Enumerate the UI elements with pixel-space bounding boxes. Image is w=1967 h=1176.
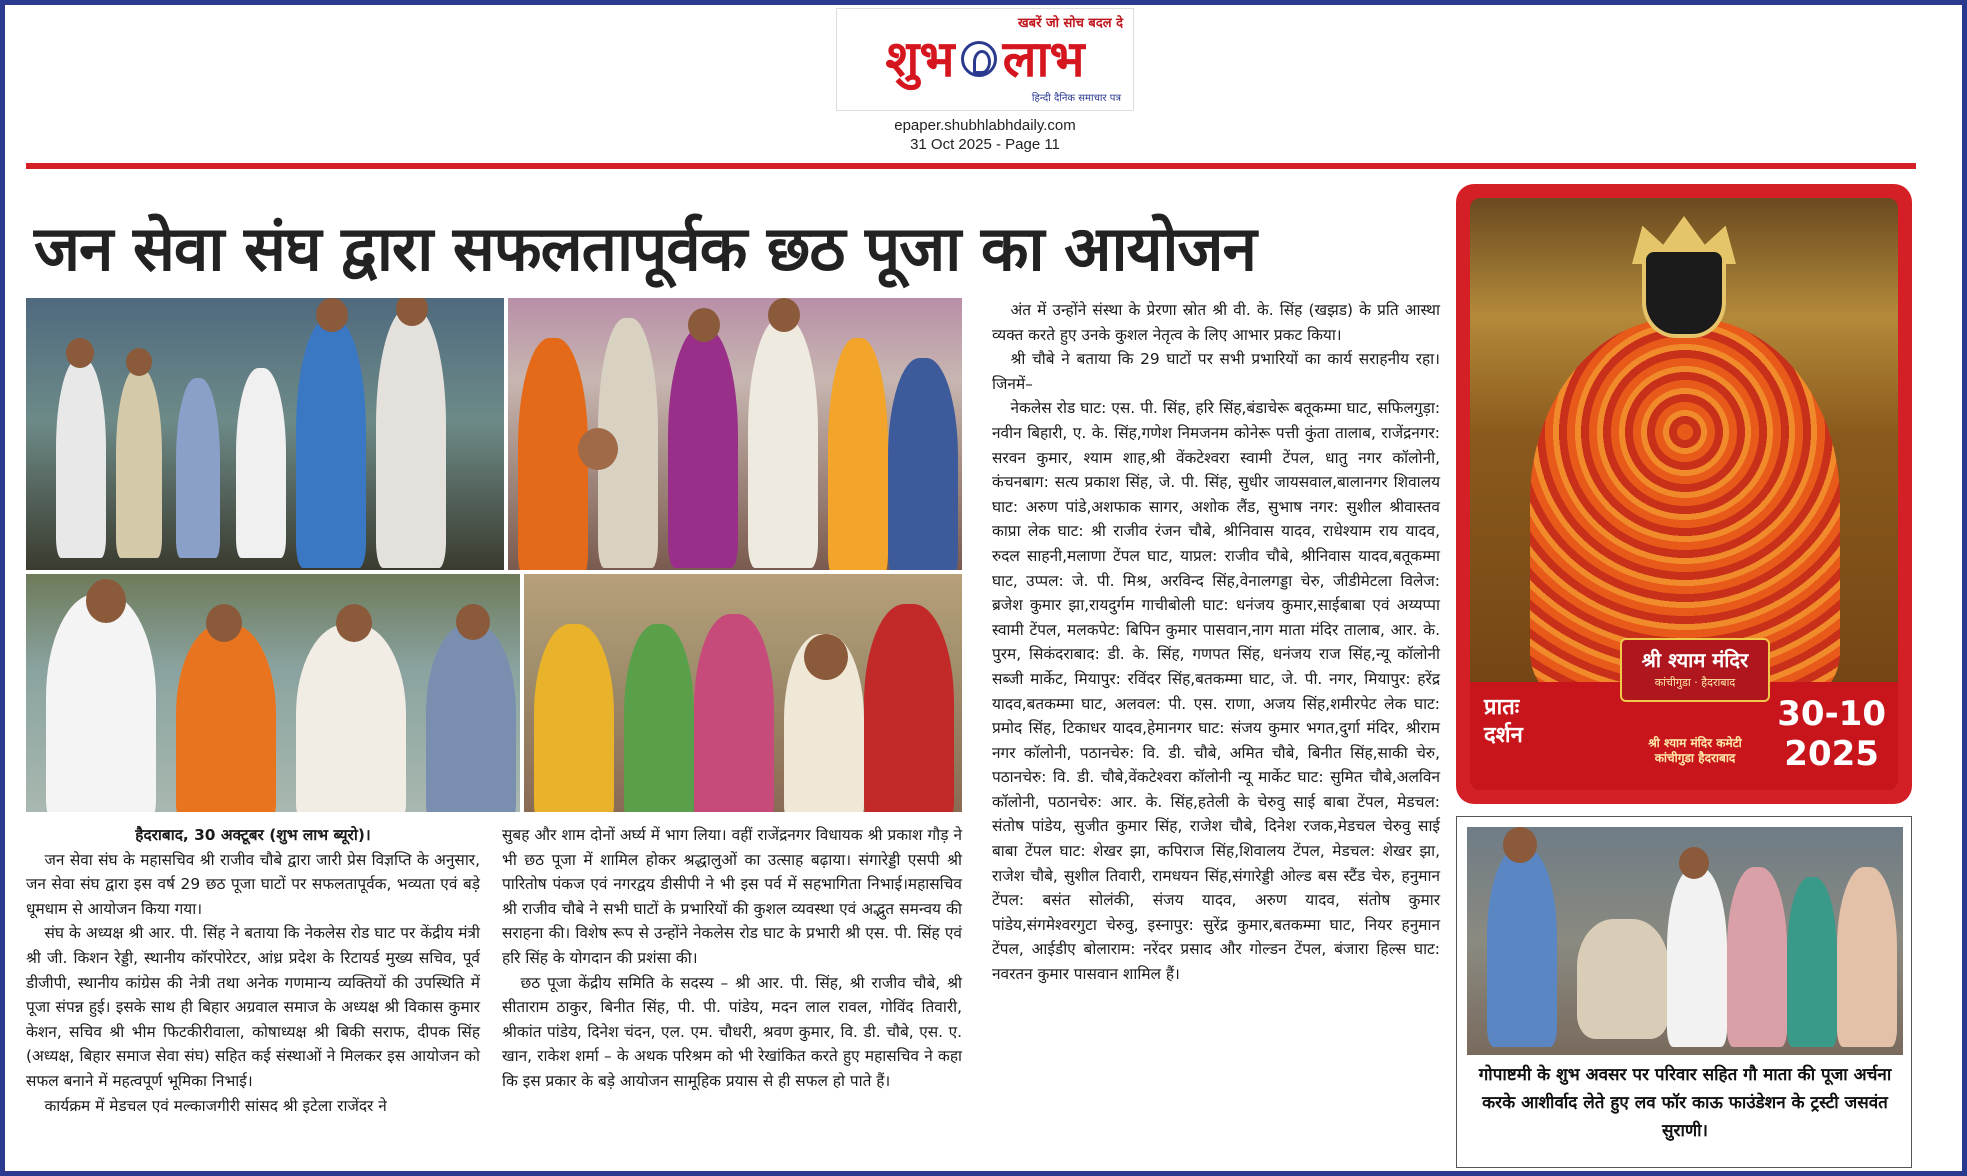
event-photo-3 xyxy=(26,574,520,812)
event-photo-4 xyxy=(524,574,962,812)
ad-date-day: 30-10 xyxy=(1777,694,1886,734)
article-paragraph: जन सेवा संघ के महासचिव श्री राजीव चौबे द्वारा जारी प्रेस विज्ञप्ति के अनुसार, जन सेवा संघ द्वारा इस वर्ष 29 छठ पूजा घाटों पर सफलतापूर्वक, भव्यता एवं बड़े धूमधाम से आयोजन किया गया। xyxy=(26,850,480,918)
edition-info xyxy=(836,116,1134,154)
ad-darshan-label: दर्शन xyxy=(1484,723,1523,748)
event-photo-1 xyxy=(26,298,504,570)
ad-date-year: 2025 xyxy=(1784,734,1879,774)
ad-committee-place: कांचीगुडा हैदराबाद xyxy=(1654,751,1736,765)
gopashtami-photo-box xyxy=(1456,816,1912,1168)
article-paragraph: कार्यक्रम में मेडचल एवं मल्काजगीरी सांसद श्री इटेला राजेंदर ने xyxy=(44,1096,387,1115)
photo-caption: गोपाष्टमी के शुभ अवसर पर परिवार सहित गौ माता की पूजा अर्चना करके आशीर्वाद लेते हुए लव फॉर काऊ फाउंडेशन के ट्रस्टी जसवंत सुराणी। xyxy=(1478,1065,1892,1141)
ad-pratah-label: प्रातः xyxy=(1484,695,1520,720)
article-paragraph: छठ पूजा केंद्रीय समिति के सदस्य – श्री आर. पी. सिंह, श्री राजीव चौबे, श्री सीताराम ठाकुर, बिनीत सिंह, पी. पी. पांडेय, मदन लाल रावल, गोविंद तिवारी, श्रीकांत पांडेय, दिनेश चंदन, एल. एम. चौधरी, श्रवण कुमार, वि. डी. चौबे, एस. ए. खान, राकेश शर्मा – के अथक परिश्रम को भी रेखांकित करते हुए महासचिव ने कहा कि इस प्रकार के बड़े आयोजन सामूहिक प्रयास से ही सफल हो पाते हैं। xyxy=(502,973,962,1090)
logo xyxy=(837,29,1133,89)
ad-title-banner xyxy=(1620,638,1770,702)
masthead-logo[interactable] xyxy=(836,8,1134,111)
ad-committee-name: श्री श्याम मंदिर कमेटी xyxy=(1648,736,1742,750)
logo-word-left: शुभ xyxy=(885,29,955,88)
date-page: 31 Oct 2025 - Page 11 xyxy=(910,136,1060,153)
ad-subtitle: कांचीगुडा · हैदराबाद xyxy=(1654,676,1736,689)
article-paragraph: श्री चौबे ने बताया कि 29 घाटों पर सभी प्रभारियों का कार्य सराहनीय रहा। जिनमें– xyxy=(992,350,1440,393)
ad-date xyxy=(1777,694,1886,774)
site-url[interactable]: epaper.shubhlabhdaily.com xyxy=(894,117,1076,134)
ganesh-icon xyxy=(961,41,997,77)
logo-subtitle: हिन्दी दैनिक समाचार पत्र xyxy=(1031,93,1121,104)
gopashtami-photo xyxy=(1467,827,1903,1055)
event-photo-2 xyxy=(508,298,962,570)
temple-advertisement[interactable] xyxy=(1456,184,1912,804)
page-headline: जन सेवा संघ द्वारा सफलतापूर्वक छठ पूजा का आयोजन xyxy=(34,212,1256,285)
article-paragraph: नेकलेस रोड घाट: एस. पी. सिंह, हरि सिंह,बंडाचेरू बतूकम्मा घाट, सफिलगुड़ा: नवीन बिहारी, ए. के. सिंह,गणेश निमजनम कोनेरू पत्ती कुंता तालाब, राजेंद्रनगर: सरवन कुमार, श्याम शाह,श्री वेंकटेश्वरा स्वामी टेंपल, धातु नगर कॉलोनी, कंचनबाग: सत्य प्रकाश सिंह, जे. पी. सिंह, सुधीर जायसवाल,बालानगर शिवालय घाट: अरुण पांडे,अशफाक सागर, अशोक लैंड, सुभाष नगर: सुशील श्रीवास्तव काप्रा लेक घाट: श्री राजीव रंजन चौबे, श्रीनिवास यादव, राधेश्याम राय यादव, रुदल साहनी,मलाणा टेंपल घाट, याप्रल: राजीव चौबे, श्रीनिवास यादव,बतूकम्मा घाट, उप्पल: जे. पी. मिश्र, अरविन्द सिंह,वेनालगड्डा चेरु, जीडीमेटला विलेज: ब्रजेश कुमार झा,रायदुर्गम गाचीबोली घाट: धनंजय कुमार,साईबाबा एवं अय्यप्पा स्वामी टेंपल, मलकपेट: बिपिन कुमार पासवान,नाग माता मंदिर तालाब, आर. के. पुरम, सिकंदराबाद: डी. के. सिंह, गणपत सिंह, धनंजय राज सिंह,न्यू कॉलोनी सब्जी मार्केट, मियापुर: रविंदर सिंह,बतकम्मा घाट, जे. पी. नगर, मियापुर: हरेंद्र यादव,बतकम्मा घाट, अलवल: पी. एस. राणा, अजय सिंह,शमीरपेट लेक घाट: प्रमोद सिंह, टिकाधर यादव,हेमानगर घाट: संजय कुमार भगत,दुर्गा मंदिर, श्रीराम नगर कॉलोनी, पठानचेरु: वि. डी. चौबे, अमित चौबे, बिनीत सिंह,साकी चेरु, पठानचेरु: वि. डी. चौबे,वेंकटेश्वरा कॉलोनी न्यू मार्केट घाट: सुमित चौबे,अलविन कॉलोनी, पठानचेरु: आर. के. सिंह,हतेली के चेरुवु साई बाबा टेंपल, मेडचल: संतोष पांडेय, सुजीत कुमार सिंह, राजेश चौबे, दिनेश रजक,मेडचल चेरुवु साई बाबा टेंपल घाट: शेखर झा, कपिराज सिंह,शिवालय टेंपल, मेडचल: शेखर झा, राजेश चौबे, सुशील तिवारी, रामधयन सिंह,संगारेड्डी ओल्ड बस स्टैंड चेरु, हनुमान टेंपल: बसंत सोलंकी, संजय यादव, अरुण यादव, संतोष कुमार पांडेय,संगमेश्वरगुटा चेरुवु, इस्नापुर: सुरेंद्र कुमार,बतकम्मा घाट, नियर हनुमान टेंपल, आईडीए बोलाराम: नरेंदर प्रसाद और गोल्डन टेंपल, बंजारा हिल्स घाट: नवरतन कुमार पासवान शामिल हैं। xyxy=(992,399,1440,984)
article-column-2 xyxy=(502,823,962,1094)
ad-title: श्री श्याम मंदिर xyxy=(1641,648,1749,672)
ad-committee xyxy=(1620,736,1770,766)
deity-icon xyxy=(1642,248,1726,338)
article-dateline: हैदराबाद, 30 अक्टूबर (शुभ लाभ ब्यूरो)। xyxy=(135,826,371,844)
cow-image xyxy=(1577,919,1669,1039)
article-column-1 xyxy=(26,823,480,1118)
ad-image xyxy=(1470,198,1898,790)
logo-word-right: लाभ xyxy=(1002,29,1085,88)
ad-pratah-darshan xyxy=(1484,694,1523,750)
article-column-3 xyxy=(992,298,1440,987)
article-paragraph: संघ के अध्यक्ष श्री आर. पी. सिंह ने बताया कि नेकलेस रोड घाट पर केंद्रीय मंत्री श्री जी. किशन रेड्डी, स्थानीय कॉरपोरेटर, आंध्र प्रदेश के रिटायर्ड मुख्य सचिव, पूर्व डीजीपी, स्थानीय कांग्रेस की नेत्री तथा अनेक गणमान्य व्यक्तियों की उपस्थिति में पूजा संपन्न हुई। इसके साथ ही बिहार अग्रवाल समाज के अध्यक्ष श्री विकास कुमार केशन, सचिव श्री भीम फिटकीरीवाला, कोषाध्यक्ष श्री बिकी सराफ, दीपक सिंह (अध्यक्ष, बिहार समाज सेवा संघ) सहित कई संस्थाओं ने मिलकर इस आयोजन को सफल बनाने में महत्वपूर्ण भूमिका निभाई। xyxy=(26,924,480,1090)
masthead-tagline: खबरें जो सोच बदल दे xyxy=(1018,16,1123,31)
header-divider xyxy=(26,163,1916,169)
article-paragraph: सुबह और शाम दोनों अर्घ्य में भाग लिया। वहीं राजेंद्रनगर विधायक श्री प्रकाश गौड़ ने भी छठ पूजा में शामिल होकर श्रद्धालुओं का उत्साह बढ़ाया। संगारेड्डी एसपी श्री पारितोष पंकज एवं नगरद्वय डीसीपी ने भी इस पर्व में सहभागिता निभाई।महासचिव श्री राजीव चौबे ने सभी घाटों के प्रभारियों की कुशल व्यवस्था एवं अद्भुत समन्वय की सराहना की। विशेष रूप से उन्होंने नेकलेस रोड घाट के प्रभारी श्री एस. पी. सिंह एवं हरि सिंह के योगदान की प्रशंसा की। xyxy=(502,826,962,967)
article-paragraph: अंत में उन्होंने संस्था के प्रेरणा स्रोत श्री वी. के. सिंह (खझड) के प्रति आस्था व्यक्त करते हुए उनके कुशल नेतृत्व के लिए आभार प्रकट किया। xyxy=(992,301,1440,344)
